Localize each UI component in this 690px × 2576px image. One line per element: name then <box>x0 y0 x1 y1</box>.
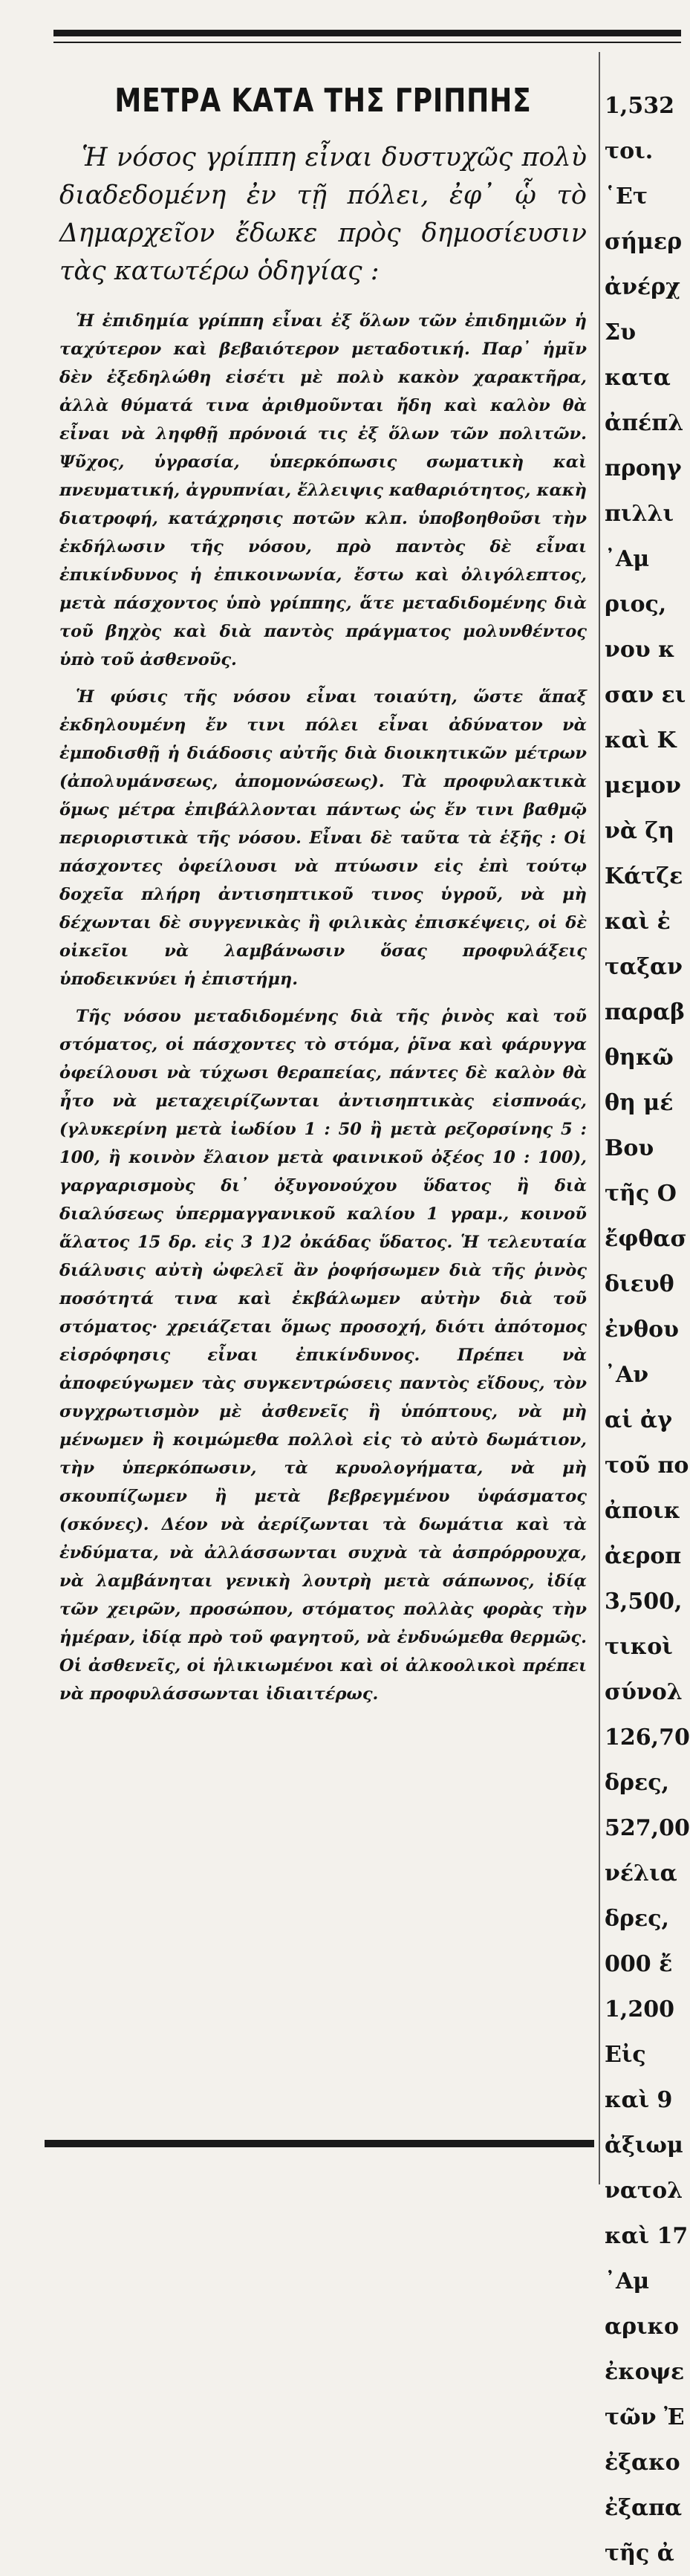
adjacent-column-line: 1,200 <box>605 1996 674 2022</box>
article-paragraph-1: Ἡ ἐπιδημία γρίππη εἶναι ἐξ ὅλων τῶν ἐπιδημιῶν ἡ ταχύτερον καὶ βεβαιότερον μεταδοτική. Παρ᾽ ἡμῖν δὲν ἐξεδηλώθη εἰσέτι μὲ πολὺ κακὸν χαρακτῆρα, ἀλλὰ θύματά τινα ἀριθμοῦνται ἤδη καὶ καλὸν θὰ εἶναι νὰ ληφθῇ πρόνοιά τις ἐξ ὅλων τῶν πολιτῶν. Ψῦχος, ὑγρασία, ὑπερκόπωσις σωματικὴ καὶ πνευματική, ἀγρυπνίαι, ἔλλειψις καθαριότητος, κακὴ διατροφή, κατάχρησις ποτῶν κλπ. ὑποβοηθοῦσι τὴν ἐκδήλωσιν τῆς νόσου, πρὸ παντὸς δὲ εἶναι ἐπικίνδυνος ἡ ἐπικοινωνία, ἔστω καὶ ὀλιγόλεπτος, μετὰ πάσχοντος ὑπὸ γρίππης, ἅτε μεταδιδομένης διὰ τοῦ βηχὸς καὶ διὰ παντὸς πράγματος μολυνθέντος ὑπὸ τοῦ ἀσθενοῦς. <box>59 311 587 669</box>
adjacent-column-line: Εἰς <box>605 2042 646 2068</box>
adjacent-column-line: ἔφθασ <box>605 1226 687 1252</box>
adjacent-column-line: Συ <box>605 319 637 345</box>
adjacent-column-line: τῆς ἀ <box>605 2540 674 2566</box>
adjacent-column-line: ἀεροπ <box>605 1543 682 1569</box>
adjacent-column-line: τικοὶ <box>605 1634 673 1660</box>
adjacent-column-line: παραβ <box>605 999 686 1025</box>
adjacent-column-line: ᾿Αμ <box>605 546 650 572</box>
adjacent-column-line: Βου <box>605 1135 654 1161</box>
adjacent-column-line: νου κ <box>605 637 675 663</box>
adjacent-column-line: 000 ἔ <box>605 1951 673 1977</box>
adjacent-column-line: πιλλι <box>605 501 674 527</box>
bottom-rule <box>45 2140 594 2147</box>
adjacent-column-line: θηκῶ <box>605 1045 674 1071</box>
adjacent-column-line: ἐξαπα <box>605 2495 683 2521</box>
adjacent-column-line: ἀποικ <box>605 1498 681 1524</box>
adjacent-column-line: δρες, <box>605 1906 669 1932</box>
adjacent-column-line: ριος, <box>605 591 667 617</box>
adjacent-column-line: Κάτζε <box>605 863 683 889</box>
adjacent-column-line: σήμερ <box>605 229 683 255</box>
adjacent-column-line: 126,70 <box>605 1725 690 1751</box>
adjacent-column-line: ᾿Αν <box>605 1362 649 1388</box>
adjacent-column-line: μεμον <box>605 773 681 799</box>
adjacent-column-line: ἀπέπλ <box>605 410 684 436</box>
adjacent-column-line: καὶ 9 <box>605 2087 673 2113</box>
top-double-rule <box>53 30 681 36</box>
adjacent-column-line: καὶ 17 <box>605 2223 689 2249</box>
article-headline: ΜΕΤΡΑ ΚΑΤΑ ΤΗΣ ΓΡΙΠΠΗΣ <box>114 82 532 120</box>
adjacent-column-line: αἱ ἀγ <box>605 1407 672 1433</box>
adjacent-column-line: σαν ει <box>605 682 686 708</box>
article-paragraph-2: Ἡ φύσις τῆς νόσου εἶναι τοιαύτη, ὥστε ἅπαξ ἐκδηλουμένη ἔν τινι πόλει εἶναι ἀδύνατον νὰ ἐμποδισθῇ ἡ διάδοσις αὐτῆς διὰ διοικητικῶν μέτρων (ἀπολυμάνσεως, ἀπομονώσεως). Τὰ προφυλακτικὰ ὅμως μέτρα ἐπιβάλλονται πάντως ὡς ἔν τινι βαθμῷ περιοριστικὰ τῆς νόσου. Εἶναι δὲ ταῦτα τὰ ἑξῆς : Οἱ πάσχοντες ὀφείλουσι νὰ πτύωσιν εἰς ἐπὶ τούτῳ δοχεῖα πλήρη ἀντισηπτικοῦ τινος ὑγροῦ, νὰ μὴ δέχωνται δὲ συγγενικὰς ἢ φιλικὰς ἐπισκέψεις, οἱ δὲ οἰκεῖοι νὰ λαμβάνωσιν ὅσας προφυλάξεις ὑποδεικνύει ἡ ἐπιστήμη. <box>59 687 587 989</box>
adjacent-column-line: ταξαν <box>605 954 683 980</box>
adjacent-column-line: προηγ <box>605 455 682 481</box>
adjacent-column-line: νέλια <box>605 1860 677 1886</box>
adjacent-column-line: τῆς Ο <box>605 1181 677 1207</box>
adjacent-column-line: νὰ ζη <box>605 818 674 844</box>
adjacent-column-line: καὶ Κ <box>605 727 677 753</box>
adjacent-column-line: σύνολ <box>605 1679 683 1705</box>
adjacent-column-line: καὶ ἐ <box>605 909 671 935</box>
adjacent-column-line: ἐξακο <box>605 2450 680 2476</box>
article-lead: Ἡ νόσος γρίππη εἶναι δυστυχῶς πολὺ διαδεδομένη ἐν τῇ πόλει, ἐφ᾽ ᾧ τὸ Δημαρχεῖον ἔδωκε πρὸς δημοσίευσιν τὰς κατωτέρω ὁδηγίας : <box>59 143 587 286</box>
adjacent-column-line: ᾿Αμ <box>605 2268 650 2294</box>
column-divider <box>599 52 600 2184</box>
adjacent-column-line: θη μέ <box>605 1090 674 1116</box>
adjacent-column-line: 527,00 <box>605 1815 690 1841</box>
adjacent-column-line: νατολ <box>605 2178 683 2204</box>
article <box>59 82 587 1717</box>
adjacent-column-line: ἐνθου <box>605 1317 679 1343</box>
adjacent-column-line: διευθ <box>605 1271 674 1297</box>
adjacent-column-line: ἐκοψε <box>605 2359 685 2385</box>
adjacent-column-line: τοῦ πο <box>605 1453 689 1479</box>
adjacent-column-line: δρες, <box>605 1770 669 1796</box>
adjacent-column-line: ῾Ετ <box>605 184 648 210</box>
adjacent-column-line: κατα <box>605 365 671 391</box>
article-paragraph-3: Τῆς νόσου μεταδιδομένης διὰ τῆς ῥινὸς καὶ τοῦ στόματος, οἱ πάσχοντες τὸ στόμα, ῥῖνα καὶ φάρυγγα ὀφείλουσι νὰ τύχωσι θεραπείας, πάντες δὲ καλὸν θὰ ἦτο νὰ μεταχειρίζωνται ἀντισηπτικὰς εἰσπνοάς, (γλυκερίνη μετὰ ἰωδίου 1 : 50 ἢ μετὰ ρεζορσίνης 5 : 100, ἢ κοινὸν ἔλαιον μετὰ φαινικοῦ ὀξέος 10 : 100), γαργαρισμοὺς δι᾽ ὀξυγονούχου ὕδατος ἢ διὰ διαλύσεως ὑπερμαγγανικοῦ καλίου 1 γραμ., κοινοῦ ἅλατος 15 δρ. εἰς 3 1)2 ὀκάδας ὕδατος. Ἡ τελευταία διάλυσις αὐτὴ ὠφελεῖ ἂν ῥοφήσωμεν διὰ τῆς ῥινὸς ποσότητά τινα καὶ ἐκβάλωμεν αὐτὴν διὰ τοῦ στόματος· χρειάζεται ὅμως προσοχή, διότι ἀπότομος εἰσρόφησις εἶναι ἐπικίνδυνος. Πρέπει νὰ ἀποφεύγωμεν τὰς συγκεντρώσεις παντὸς εἴδους, τὸν συγχρωτισμὸν μὲ ἀσθενεῖς ἢ ὑπόπτους, νὰ μὴ μένωμεν ἢ κοιμώμεθα πολλοὶ εἰς τὸ αὐτὸ δωμάτιον, τὴν ὑπερκόπωσιν, τὰ κρυολογήματα, νὰ μὴ σκουπίζωμεν ἢ μετὰ βεβρεγμένου ὑφάσματος (σκόνες). Δέον νὰ ἀερίζωνται τὰ δωμάτια καὶ τὰ ἐνδύματα, νὰ ἀλλάσσωνται συχνὰ τὰ ἀσπρόρρουχα, νὰ λαμβάνηται γενικὴ λουτρὴ μετὰ σάπωνος, ἰδίᾳ τῶν χειρῶν, προσώπου, στόματος πολλὰς φορὰς τὴν ἡμέραν, ἰδίᾳ πρὸ τοῦ φαγητοῦ, νὰ ἐνδυώμεθα θερμῶς. Οἱ ἀσθενεῖς, οἱ ἡλικιωμένοι καὶ οἱ ἀλκοολικοὶ πρέπει νὰ προφυλάσσωνται ἰδιαιτέρως. <box>59 1007 587 1704</box>
adjacent-column-line: 3,500, <box>605 1589 683 1615</box>
adjacent-column <box>605 83 690 2576</box>
adjacent-column-line: τῶν Ἐ <box>605 2404 685 2430</box>
adjacent-column-line: ἀξιωμ <box>605 2132 683 2158</box>
top-thin-rule <box>53 42 681 43</box>
adjacent-column-line: ἀνέρχ <box>605 274 680 300</box>
adjacent-column-line: 1,532 <box>605 93 674 119</box>
adjacent-column-line: αρικο <box>605 2314 680 2340</box>
adjacent-column-line: τοι. <box>605 138 654 164</box>
